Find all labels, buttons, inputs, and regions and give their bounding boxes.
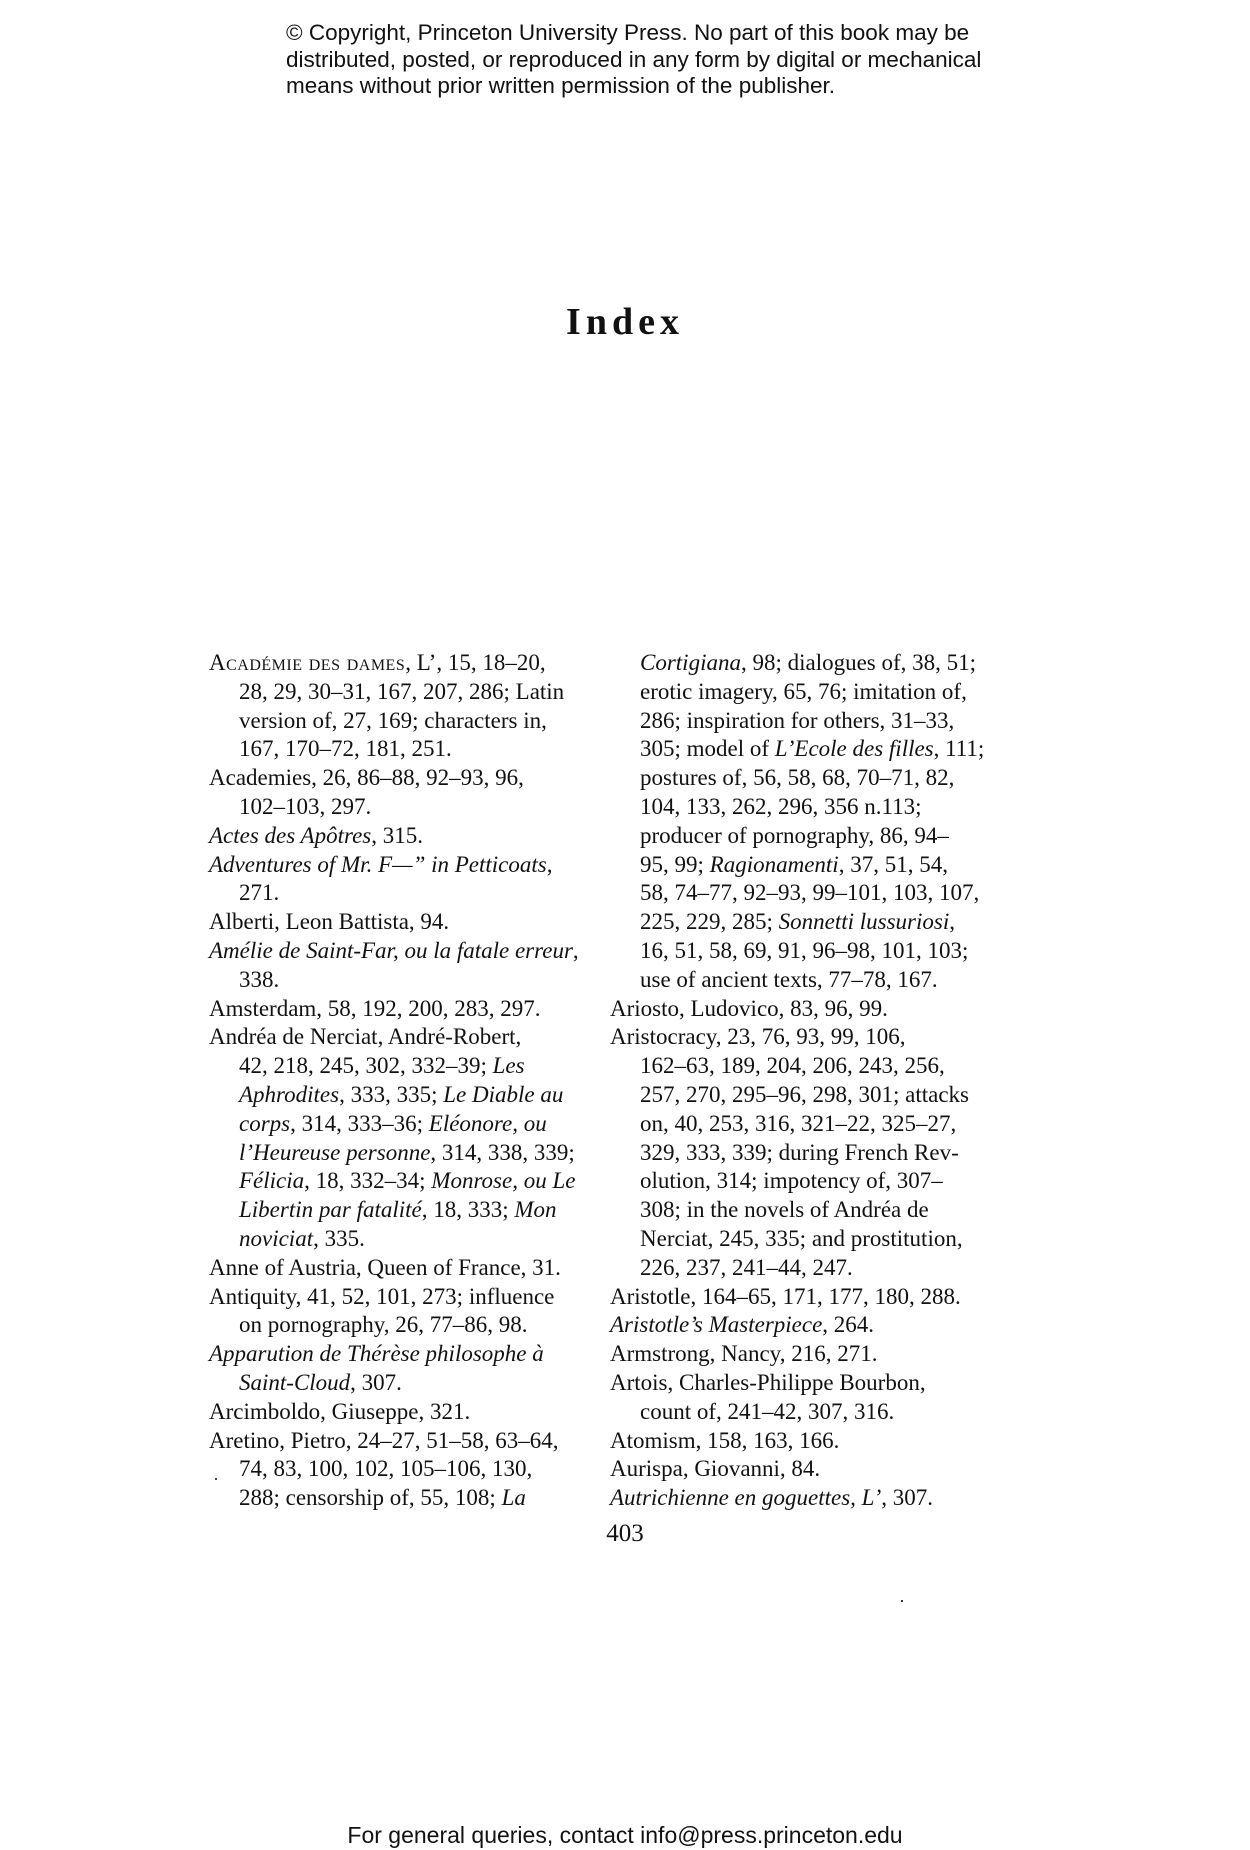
entry-text: 329, 333, 339; during French Rev-	[640, 1139, 959, 1165]
index-line	[610, 735, 1010, 764]
index-line	[209, 707, 599, 736]
index-line	[209, 1110, 599, 1139]
entry-text: 95, 99;	[640, 851, 710, 877]
italic-title: Autrichienne en goguettes, L’	[610, 1485, 882, 1511]
index-line	[610, 937, 1010, 966]
entry-text: Anne of Austria, Queen of France, 31.	[209, 1254, 561, 1280]
entry-text: 257, 270, 295–96, 298, 301; attacks	[640, 1081, 969, 1107]
index-line	[610, 1225, 1010, 1254]
entry-text: , 18, 332–34;	[304, 1168, 432, 1194]
index-line	[610, 1398, 1010, 1427]
index-line	[209, 735, 599, 764]
entry-text: 226, 237, 241–44, 247.	[640, 1254, 853, 1280]
italic-title: Mon	[514, 1197, 557, 1223]
entry-text: , 314, 338, 339;	[430, 1139, 575, 1165]
index-line	[209, 1484, 599, 1513]
index-line	[610, 1484, 1010, 1513]
italic-title: Le Diable au	[443, 1081, 564, 1107]
italic-title: Eléonore, ou	[428, 1110, 547, 1136]
index-line	[610, 1254, 1010, 1283]
entry-text: Nerciat, 245, 335; and prostitution,	[640, 1225, 963, 1251]
stray-bullet-mark: ·	[213, 1469, 219, 1489]
entry-text: Academies, 26, 86–88, 92–93, 96,	[209, 765, 524, 791]
entry-text: 102–103, 297.	[239, 793, 372, 819]
entry-text: 16, 51, 58, 69, 91, 96–98, 101, 103;	[640, 937, 969, 963]
entry-text: , 314, 333–36;	[290, 1110, 429, 1136]
entry-text: 74, 83, 100, 102, 105–106, 130,	[239, 1456, 533, 1482]
entry-text: Aretino, Pietro, 24–27, 51–58, 63–64,	[209, 1427, 559, 1453]
entry-text: Andréa de Nerciat, André-Robert,	[209, 1024, 522, 1050]
index-line	[610, 1052, 1010, 1081]
copyright-line: distributed, posted, or reproduced in any form by digital or mechanical	[286, 46, 982, 72]
entry-text: , 98; dialogues of, 38, 51;	[740, 650, 977, 675]
entry-text: Ariosto, Ludovico, 83, 96, 99.	[610, 995, 888, 1021]
copyright-line: means without prior written permission of the publisher.	[286, 73, 836, 98]
italic-title: Adventures of Mr. F—” in Petticoats	[209, 851, 547, 877]
index-line	[610, 995, 1010, 1024]
index-line	[209, 879, 599, 908]
index-line	[610, 1369, 1010, 1398]
index-line	[209, 937, 599, 966]
entry-text: Amsterdam, 58, 192, 200, 283, 297.	[209, 995, 541, 1021]
entry-text: 271.	[239, 880, 280, 906]
index-line	[209, 1052, 599, 1081]
entry-text: , 264.	[822, 1312, 875, 1338]
entry-text: Alberti, Leon Battista, 94.	[209, 909, 450, 935]
entry-text: 28, 29, 30–31, 167, 207, 286; Latin	[239, 678, 565, 704]
index-line	[610, 1023, 1010, 1052]
index-line	[209, 1196, 599, 1225]
index-line	[610, 1196, 1010, 1225]
entry-text: , 333, 335;	[339, 1081, 444, 1107]
index-line	[610, 1139, 1010, 1168]
index-line	[209, 1340, 599, 1369]
italic-title: Sonnetti lussuriosi	[778, 909, 950, 935]
italic-title: Actes des Apôtres	[209, 822, 372, 848]
index-line	[610, 1427, 1010, 1456]
index-line	[610, 793, 1010, 822]
italic-title: Ragionamenti	[709, 851, 839, 877]
entry-text: version of, 27, 169; characters in,	[239, 707, 547, 733]
entry-text: 308; in the novels of Andréa de	[640, 1197, 929, 1223]
entry-text: 42, 218, 245, 302, 332–39;	[239, 1053, 493, 1079]
index-line	[610, 1311, 1010, 1340]
index-line	[209, 1225, 599, 1254]
index-line	[209, 1311, 599, 1340]
italic-title: Aristotle’s Masterpiece	[610, 1312, 823, 1338]
index-column-right	[610, 649, 1010, 1513]
entry-text: , 111;	[933, 736, 985, 762]
entry-text: olution, 314; impotency of, 307–	[640, 1168, 943, 1194]
italic-title: La	[501, 1485, 526, 1511]
index-line	[209, 678, 599, 707]
page-title: Index	[566, 301, 684, 343]
italic-title: Cortigiana	[640, 650, 741, 675]
italic-title: noviciat	[239, 1225, 314, 1251]
entry-text: , 307.	[350, 1369, 402, 1395]
index-line	[610, 678, 1010, 707]
italic-title: Saint-Cloud	[239, 1369, 351, 1395]
index-line	[610, 879, 1010, 908]
index-line	[610, 764, 1010, 793]
entry-text: Aristocracy, 23, 76, 93, 99, 106,	[610, 1024, 906, 1050]
entry-text: 305; model of	[640, 736, 775, 762]
entry-text: Artois, Charles-Philippe Bourbon,	[610, 1369, 926, 1395]
entry-text: erotic imagery, 65, 76; imitation of,	[640, 678, 967, 704]
index-line	[610, 1455, 1010, 1484]
index-line	[209, 1023, 599, 1052]
index-line	[209, 1283, 599, 1312]
entry-text: 167, 170–72, 181, 251.	[239, 736, 452, 762]
italic-title: Les	[492, 1053, 525, 1079]
index-line	[610, 1283, 1010, 1312]
page-number: 403	[606, 1520, 644, 1547]
entry-text: Armstrong, Nancy, 216, 271.	[610, 1341, 878, 1367]
entry-text: on, 40, 253, 316, 321–22, 325–27,	[640, 1110, 957, 1136]
index-line	[209, 649, 599, 678]
entry-text: , L’, 15, 18–20,	[405, 650, 546, 675]
index-line	[209, 851, 599, 880]
stray-dot-mark	[901, 1600, 903, 1602]
entry-text: producer of pornography, 86, 94–	[640, 822, 949, 848]
italic-title: l’Heureuse personne	[239, 1139, 431, 1165]
entry-text: postures of, 56, 58, 68, 70–71, 82,	[640, 765, 955, 791]
copyright-notice	[286, 20, 1046, 100]
entry-text: , 37, 51, 54,	[838, 851, 948, 877]
entry-text: count of, 241–42, 307, 316.	[640, 1398, 895, 1424]
italic-title: corps	[239, 1110, 291, 1136]
entry-text: ,	[572, 937, 579, 963]
index-line	[610, 1110, 1010, 1139]
footer-contact: For general queries, contact info@press.princeton.edu	[347, 1822, 903, 1848]
entry-text: use of ancient texts, 77–78, 167.	[640, 966, 938, 992]
entry-text: , 335.	[313, 1225, 365, 1251]
index-line	[610, 1081, 1010, 1110]
index-line	[209, 1139, 599, 1168]
index-line	[610, 1340, 1010, 1369]
index-line	[610, 966, 1010, 995]
entry-text: ,	[546, 851, 553, 877]
entry-text: Aurispa, Giovanni, 84.	[610, 1456, 821, 1482]
index-line	[209, 1369, 599, 1398]
copyright-line: © Copyright, Princeton University Press. No part of this book may be	[286, 20, 970, 45]
index-line	[209, 908, 599, 937]
index-line	[209, 1427, 599, 1456]
index-line	[610, 707, 1010, 736]
entry-text: 288; censorship of, 55, 108;	[239, 1485, 502, 1511]
entry-text: on pornography, 26, 77–86, 98.	[239, 1312, 528, 1338]
index-line	[209, 1081, 599, 1110]
index-column-left	[209, 649, 599, 1513]
index-line	[209, 995, 599, 1024]
entry-text: Antiquity, 41, 52, 101, 273; influence	[209, 1283, 555, 1309]
entry-text: 58, 74–77, 92–93, 99–101, 103, 107,	[640, 880, 980, 906]
entry-text: , 315.	[371, 822, 423, 848]
italic-title: Apparution de Thérèse philosophe à	[209, 1341, 544, 1367]
italic-title: Amélie de Saint-Far, ou la fatale erreur	[209, 937, 573, 963]
italic-title: L’Ecole des filles	[774, 736, 934, 762]
index-line	[610, 851, 1010, 880]
index-line	[209, 793, 599, 822]
entry-text: Atomism, 158, 163, 166.	[610, 1427, 840, 1453]
entry-text: Arcimboldo, Giuseppe, 321.	[209, 1398, 471, 1424]
entry-text: 225, 229, 285;	[640, 909, 779, 935]
italic-title: Monrose, ou Le	[431, 1168, 576, 1194]
entry-text: , 307.	[881, 1485, 933, 1511]
index-line	[209, 764, 599, 793]
italic-title: Aphrodites	[239, 1081, 340, 1107]
index-line	[610, 908, 1010, 937]
entry-heading-smallcaps: Académie des dames	[209, 650, 406, 675]
index-line	[610, 1167, 1010, 1196]
index-line	[209, 1398, 599, 1427]
entry-text: 162–63, 189, 204, 206, 243, 256,	[640, 1053, 945, 1079]
entry-text: 104, 133, 262, 296, 356 n.113;	[640, 793, 922, 819]
index-line	[610, 649, 1010, 678]
index-line	[209, 1167, 599, 1196]
entry-text: Aristotle, 164–65, 171, 177, 180, 288.	[610, 1283, 961, 1309]
italic-title: Félicia	[239, 1168, 305, 1194]
index-line	[209, 822, 599, 851]
index-line	[209, 1254, 599, 1283]
entry-text: , 18, 333;	[421, 1197, 515, 1223]
entry-text: 286; inspiration for others, 31–33,	[640, 707, 955, 733]
entry-text: ,	[949, 909, 955, 935]
index-line	[209, 1455, 599, 1484]
index-line	[209, 966, 599, 995]
italic-title: Libertin par fatalité	[239, 1197, 422, 1223]
index-line	[610, 822, 1010, 851]
entry-text: 338.	[239, 966, 280, 992]
